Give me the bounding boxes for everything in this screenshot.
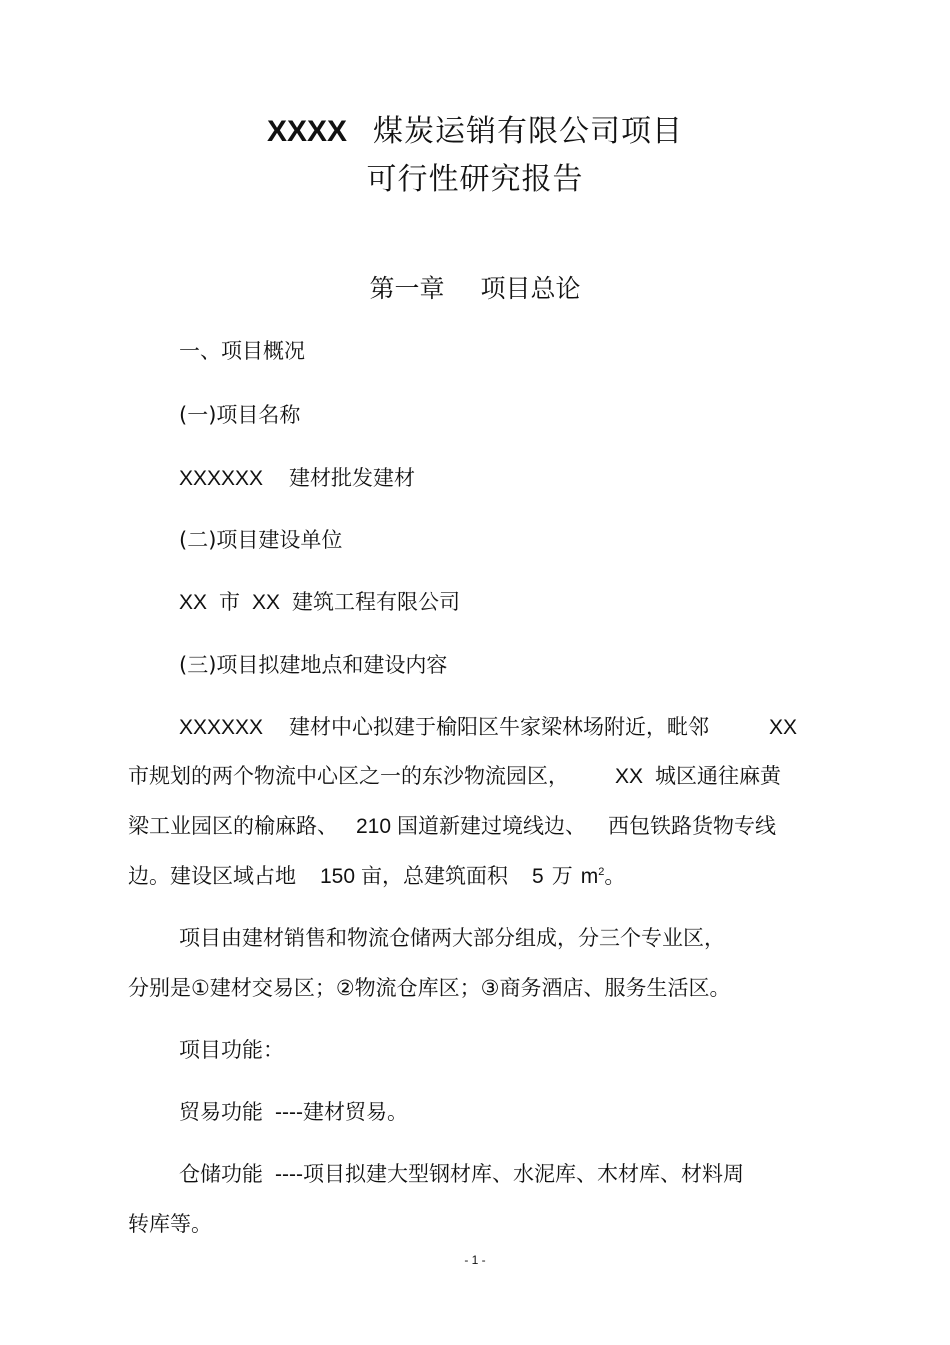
functions-heading: 项目功能： — [179, 1038, 284, 1062]
project-name: XXXXXX 建材批发建材 — [179, 466, 416, 490]
section-heading: 一、项目概况 — [179, 339, 305, 363]
superscript-2: 2 — [598, 866, 605, 878]
document-title-line-2: 可行性研究报告 — [366, 162, 584, 197]
subsection-heading-name: (一)项目名称 — [179, 403, 301, 427]
title-prefix: XXXX — [266, 115, 348, 148]
paragraph-line: 边。建设区域占地 150 亩，总建筑面积 5 万 $m^2$。 — [128, 864, 626, 888]
page-number: - 1 - — [464, 1253, 486, 1267]
subsection-heading-unit: (二)项目建设单位 — [179, 528, 343, 552]
chapter-heading — [0, 272, 950, 306]
chapter-title: 项目总论 — [480, 274, 581, 303]
project-unit: XX 市 XX 建筑工程有限公司 — [179, 590, 461, 614]
title-main: 煤炭运销有限公司项目 — [373, 114, 684, 149]
chapter-number: 第一章 — [369, 274, 445, 303]
document-title-line-1 — [0, 112, 950, 152]
paragraph-line: 转库等。 — [128, 1212, 212, 1236]
subsection-heading-location: (三)项目拟建地点和建设内容 — [179, 653, 448, 677]
function-storage: 仓储功能 ----项目拟建大型钢材库、水泥库、木材库、材料周 — [179, 1162, 744, 1186]
paragraph-line: 梁工业园区的榆麻路、 210 国道新建过境线边、 西包铁路货物专线 — [128, 814, 777, 838]
paragraph-line: 市规划的两个物流中心区之一的东沙物流园区， XX 城区通往麻黄 — [128, 764, 782, 788]
paragraph-line: XXXXXX 建材中心拟建于榆阳区牛家梁林场附近，毗邻 XX — [179, 715, 798, 739]
function-trade: 贸易功能 ----建材贸易。 — [179, 1100, 408, 1124]
paragraph-line: 项目由建材销售和物流仓储两大部分组成，分三个专业区， — [179, 926, 725, 950]
paragraph-line: 分别是①建材交易区；②物流仓库区；③商务酒店、服务生活区。 — [128, 976, 731, 1000]
